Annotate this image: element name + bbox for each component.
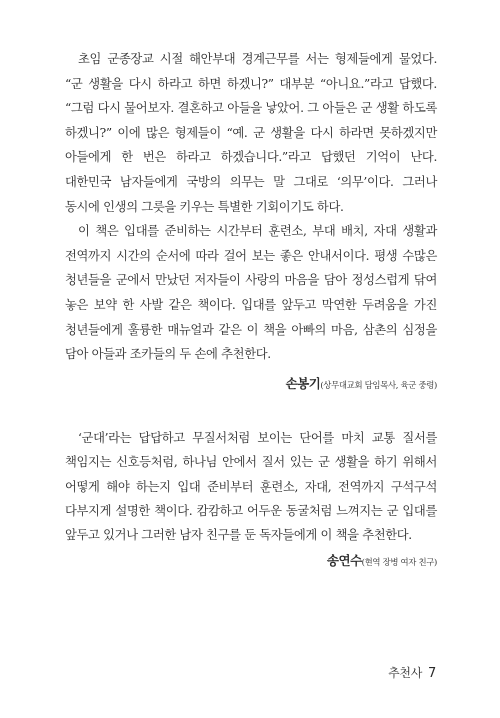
recommendation-2-paragraph-1: ‘군대’라는 답답하고 무질서처럼 보이는 단어를 마치 교통 질서를 책임지는 신호등처럼, 하나님 안에서 질서 있는 군 생활을 하기 위해서 어떻게 해야 하는지 입대 준비부터 훈련소, 자대, 전역까지 구석구석 다부지게 설명한 책이다. 캄캄하고 어두운 동굴처럼 느껴지는 군 입대를 앞두고 있거나 그러한 남자 친구를 둔 독자들에게 이 책을 추천한다. — [65, 431, 437, 543]
recommendation-1-paragraph-1: 초임 군종장교 시절 해안부대 경계근무를 서는 형제들에게 물었다. “군 생활을 다시 하라고 하면 하겠니?” 대부분 “아니요.”라고 답했다. “그럼 다시 물어보자. 결혼하고 아들을 낳았어. 그 아들은 군 생활 하도록 하겠니?” 이에 많은 형제들이 “예. 군 생활을 다시 하라면 못하겠지만 아들에게 한 번은 하라고 하겠습니다.”라고 답했던 기억이 난다. 대한민국 남자들에게 국방의 의무는 말 그대로 ‘의무’이다. 그러나 동시에 인생의 그릇을 키우는 특별한 기회이기도 하다. — [65, 52, 437, 214]
recommendation-section-1 — [65, 47, 437, 395]
recommendation-1-author-title: (상무대교회 담임목사, 육군 중령) — [320, 379, 437, 390]
page-number: 7 — [428, 666, 436, 681]
recommendation-section-2 — [65, 426, 437, 572]
recommendation-1-paragraph-2: 이 책은 입대를 준비하는 시간부터 훈련소, 부대 배치, 자대 생활과 전역까지 시간의 순서에 따라 걸어 보는 좋은 안내서이다. 평생 수많은 청년들을 군에서 만났던 저자들이 사랑의 마음을 담아 정성스럽게 닦여 놓은 보약 한 사발 같은 책이다. 입대를 앞두고 막연한 두려움을 가진 청년들에게 훌륭한 매뉴얼과 같은 이 책을 아빠의 마음, 삼촌의 심정을 담아 아들과 조카들의 두 손에 추천한다. — [65, 224, 437, 362]
recommendation-1-author-name: 손봉기 — [285, 375, 321, 391]
page-footer — [388, 664, 436, 681]
recommendation-2-author-name: 송연수 — [326, 553, 362, 569]
footer-section-label: 추천사 — [388, 666, 423, 680]
recommendation-2-author-title: (현역 장병 여자 친구) — [361, 557, 437, 568]
recommendation-2-signature — [65, 551, 437, 572]
recommendation-1-signature — [65, 374, 437, 395]
